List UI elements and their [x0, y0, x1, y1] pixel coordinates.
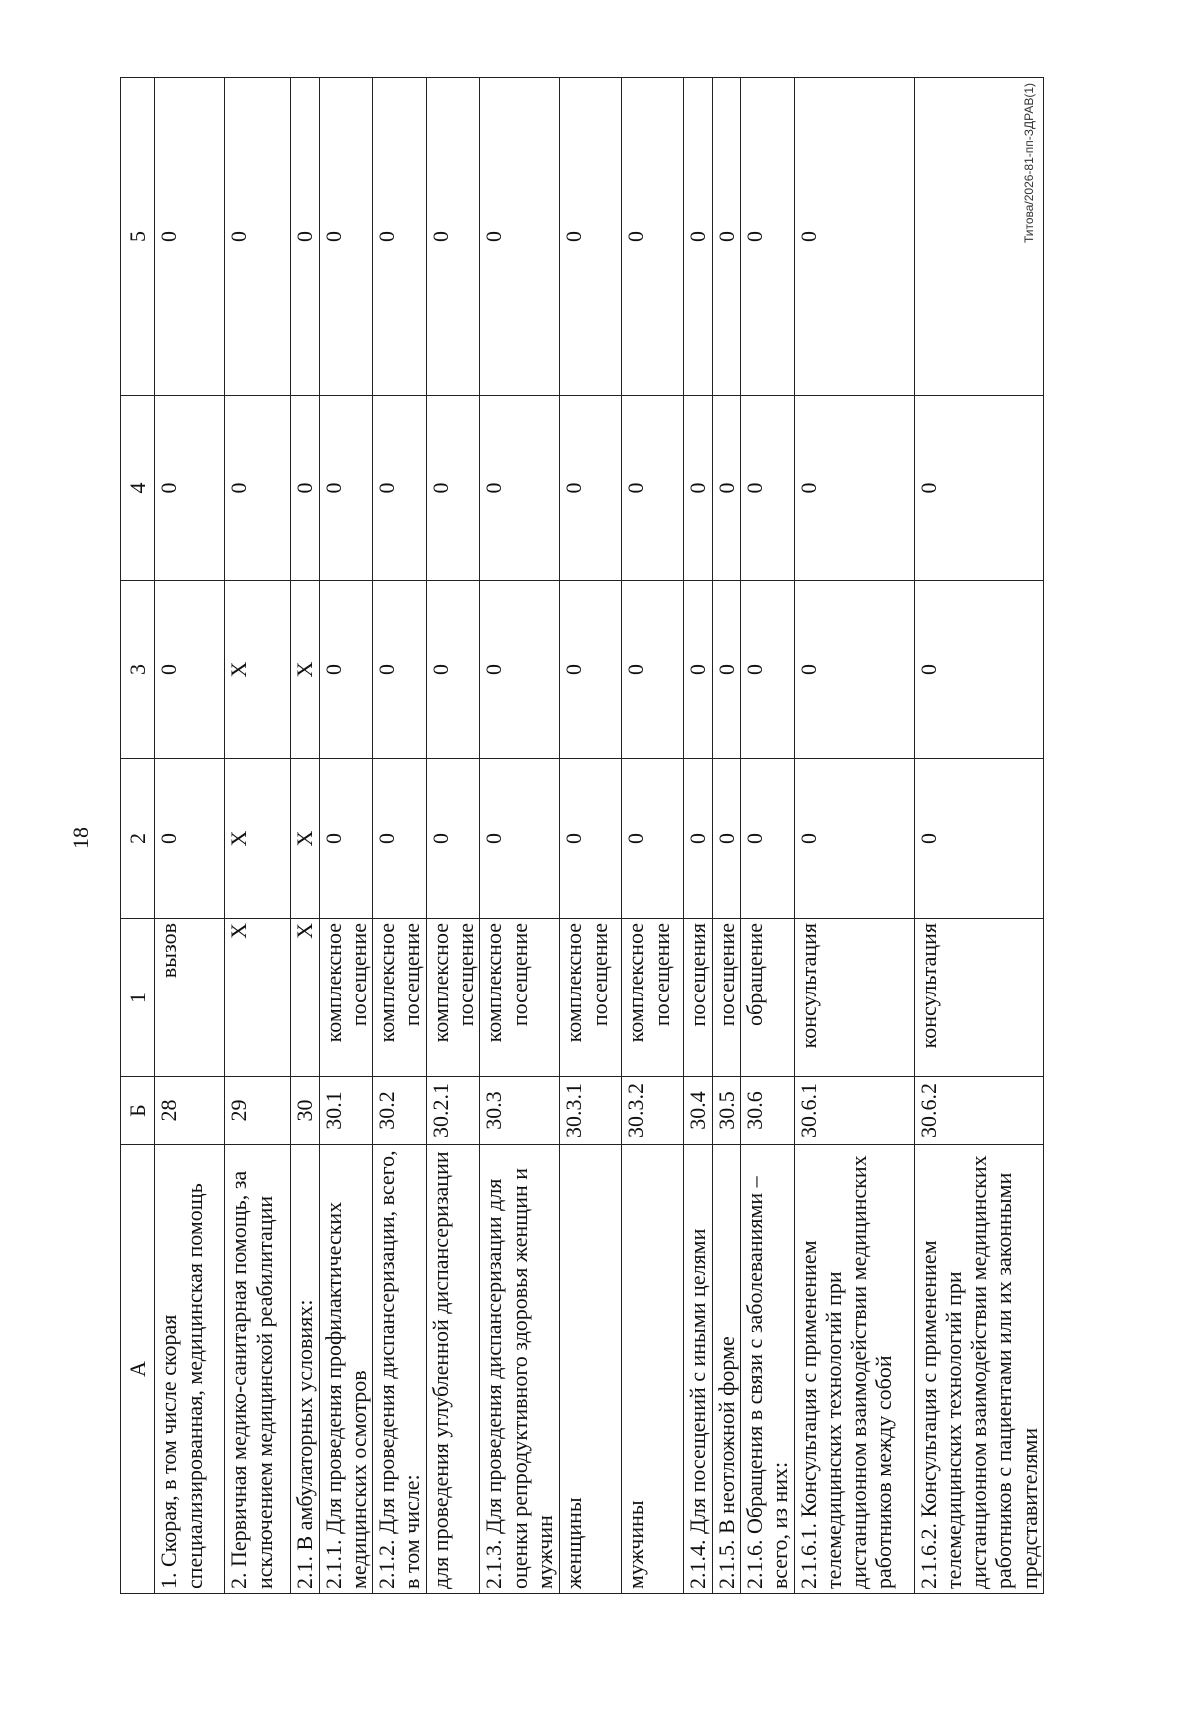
cell-col-4: 0 [914, 396, 1043, 581]
cell-row-code: 30.4 [684, 1077, 712, 1145]
cell-col-3: 0 [560, 581, 622, 759]
table-row [914, 78, 1043, 1594]
cell-row-code: 30 [291, 1077, 319, 1145]
cell-indicator: 2.1.2. Для проведения диспансеризации, всего, в том числе: [373, 1145, 427, 1594]
cell-col-5: 0 [560, 78, 622, 396]
cell-row-code: 28 [155, 1077, 225, 1145]
cell-col-5 [914, 78, 1043, 396]
table-row [794, 78, 914, 1594]
cell-col-4: 0 [426, 396, 480, 581]
cell-col-4: 0 [373, 396, 427, 581]
cell-unit: Х [291, 919, 319, 1077]
cell-col-4: 0 [480, 396, 560, 581]
cell-unit: посещения [684, 919, 712, 1077]
cell-col-5: 0 [712, 78, 740, 396]
cell-col-4: 0 [622, 396, 684, 581]
cell-col-2: 0 [480, 759, 560, 919]
cell-indicator: 2.1.6.2. Консультация с применением телемедицинских технологий при дистанционном взаимодействии медицинских работников с пациентами или их законными представителями [914, 1145, 1043, 1594]
table-row [155, 78, 225, 1594]
cell-row-code: 30.2.1 [426, 1077, 480, 1145]
cell-col-3: 0 [155, 581, 225, 759]
cell-row-code: 30.5 [712, 1077, 740, 1145]
table-row [684, 78, 712, 1594]
document-code: Титова/2026-81-пп-ЗДРАВ(1) [1022, 82, 1036, 244]
cell-col-2: 0 [373, 759, 427, 919]
cell-col-5: 0 [740, 78, 794, 396]
rotated-table-container [120, 78, 1060, 1594]
table-row [622, 78, 684, 1594]
cell-indicator: 2.1. В амбулаторных условиях: [291, 1145, 319, 1594]
header-col-5: 5 [121, 78, 155, 396]
cell-row-code: 30.3.2 [622, 1077, 684, 1145]
cell-indicator: 2. Первичная медико-санитарная помощь, за исключением медицинской реабилитации [225, 1145, 291, 1594]
cell-col-4: 0 [794, 396, 914, 581]
cell-col-4: 0 [740, 396, 794, 581]
cell-col-3: 0 [480, 581, 560, 759]
cell-col-2: 0 [740, 759, 794, 919]
cell-indicator: 1. Скорая, в том числе скорая специализированная, медицинская помощь [155, 1145, 225, 1594]
cell-col-3: 0 [373, 581, 427, 759]
cell-col-2: Х [225, 759, 291, 919]
cell-row-code: 30.6.1 [794, 1077, 914, 1145]
cell-col-2: 0 [155, 759, 225, 919]
cell-indicator: 2.1.6.1. Консультация с применением телемедицинских технологий при дистанционном взаимодействии медицинских работников между собой [794, 1145, 914, 1594]
cell-col-3: Х [291, 581, 319, 759]
cell-row-code: 30.6 [740, 1077, 794, 1145]
table-row [319, 78, 373, 1594]
cell-col-2: Х [291, 759, 319, 919]
cell-indicator: 2.1.1. Для проведения профилактических медицинских осмотров [319, 1145, 373, 1594]
table-header-row [121, 78, 155, 1594]
header-col-a: А [121, 1145, 155, 1594]
cell-col-5: 0 [480, 78, 560, 396]
cell-col-3: 0 [684, 581, 712, 759]
header-col-4: 4 [121, 396, 155, 581]
cell-col-2: 0 [560, 759, 622, 919]
cell-col-5: 0 [684, 78, 712, 396]
cell-col-4: 0 [291, 396, 319, 581]
cell-unit: консультация [914, 919, 1043, 1077]
cell-indicator: 2.1.6. Обращения в связи с заболеваниями – всего, из них: [740, 1145, 794, 1594]
cell-col-2: 0 [794, 759, 914, 919]
cell-unit: комплексное посещение [560, 919, 622, 1077]
cell-col-5: 0 [622, 78, 684, 396]
cell-col-5: 0 [373, 78, 427, 396]
cell-unit: консультация [794, 919, 914, 1077]
header-col-b: Б [121, 1077, 155, 1145]
cell-col-5: 0 [291, 78, 319, 396]
cell-unit: комплексное посещение [622, 919, 684, 1077]
cell-col-4: 0 [319, 396, 373, 581]
header-col-2: 2 [121, 759, 155, 919]
table-row [712, 78, 740, 1594]
cell-row-code: 30.2 [373, 1077, 427, 1145]
table-row [560, 78, 622, 1594]
cell-row-code: 30.1 [319, 1077, 373, 1145]
header-col-1: 1 [121, 919, 155, 1077]
cell-indicator: 2.1.5. В неотложной форме [712, 1145, 740, 1594]
cell-unit: комплексное посещение [373, 919, 427, 1077]
cell-row-code: 30.6.2 [914, 1077, 1043, 1145]
cell-row-code: 29 [225, 1077, 291, 1145]
cell-col-2: 0 [684, 759, 712, 919]
cell-unit: посещение [712, 919, 740, 1077]
cell-indicator: 2.1.3. Для проведения диспансеризации для оценки репродуктивного здоровья женщин и мужчин [480, 1145, 560, 1594]
cell-unit: обращение [740, 919, 794, 1077]
cell-col-5: 0 [225, 78, 291, 396]
table-row [373, 78, 427, 1594]
cell-col-4: 0 [684, 396, 712, 581]
cell-unit: комплексное посещение [426, 919, 480, 1077]
table-row [225, 78, 291, 1594]
cell-col-4: 0 [712, 396, 740, 581]
cell-col-3: 0 [914, 581, 1043, 759]
cell-col-2: 0 [319, 759, 373, 919]
cell-col-3: 0 [319, 581, 373, 759]
cell-row-code: 30.3 [480, 1077, 560, 1145]
document-table-frame [120, 78, 1060, 1594]
cell-unit: комплексное посещение [480, 919, 560, 1077]
cell-col-2: 0 [914, 759, 1043, 919]
cell-col-3: 0 [426, 581, 480, 759]
cell-col-2: 0 [622, 759, 684, 919]
table-row [740, 78, 794, 1594]
cell-col-5: 0 [426, 78, 480, 396]
page-number: 18 [68, 827, 93, 849]
header-col-3: 3 [121, 581, 155, 759]
data-table [120, 77, 1044, 1594]
cell-indicator: женщины [560, 1145, 622, 1594]
cell-row-code: 30.3.1 [560, 1077, 622, 1145]
cell-col-3: Х [225, 581, 291, 759]
cell-unit: вызов [155, 919, 225, 1077]
cell-indicator: мужчины [622, 1145, 684, 1594]
table-row [480, 78, 560, 1594]
cell-unit: комплексное посещение [319, 919, 373, 1077]
cell-indicator: для проведения углубленной диспансеризации [426, 1145, 480, 1594]
cell-col-3: 0 [712, 581, 740, 759]
cell-col-4: 0 [560, 396, 622, 581]
cell-col-4: 0 [155, 396, 225, 581]
cell-col-3: 0 [622, 581, 684, 759]
cell-col-5: 0 [155, 78, 225, 396]
cell-col-3: 0 [794, 581, 914, 759]
cell-unit: Х [225, 919, 291, 1077]
table-row [291, 78, 319, 1594]
cell-col-2: 0 [712, 759, 740, 919]
table-row [426, 78, 480, 1594]
cell-col-2: 0 [426, 759, 480, 919]
cell-indicator: 2.1.4. Для посещений с иными целями [684, 1145, 712, 1594]
cell-col-5: 0 [319, 78, 373, 396]
cell-col-4: 0 [225, 396, 291, 581]
cell-col-5: 0 [794, 78, 914, 396]
cell-col-3: 0 [740, 581, 794, 759]
